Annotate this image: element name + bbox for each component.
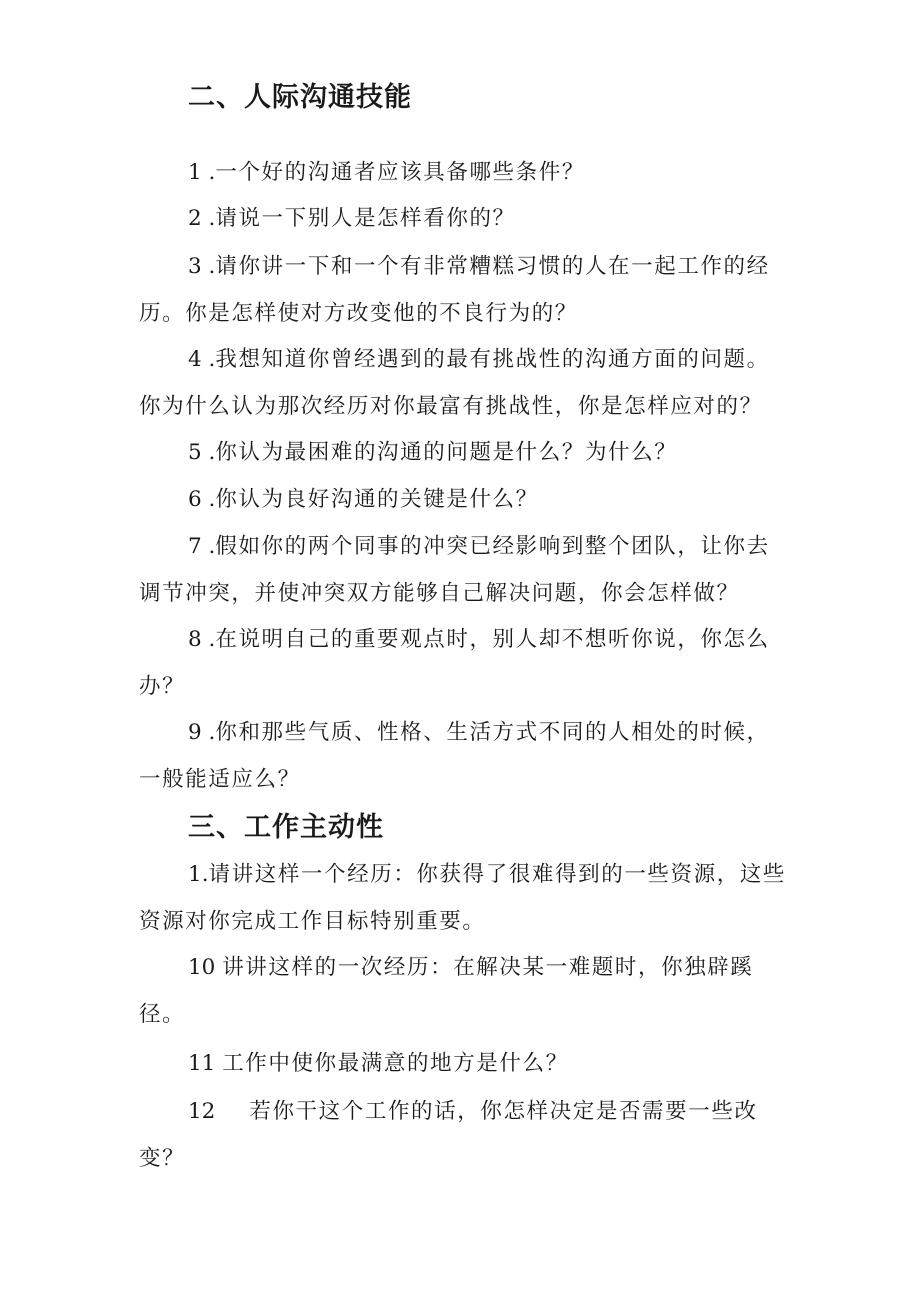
question-number: 4 [188, 347, 202, 372]
question-item [139, 476, 789, 523]
question-text: 工作中使你最满意的地方是什么？ [222, 1051, 569, 1076]
question-item [139, 851, 789, 945]
question-number: 3 [188, 254, 202, 279]
question-separator: . [201, 206, 216, 231]
question-item [139, 243, 789, 337]
question-separator: . [201, 347, 216, 372]
question-separator: . [201, 487, 216, 512]
question-number: 1 [188, 160, 202, 185]
question-separator: . [201, 254, 216, 279]
question-text: 你认为最困难的沟通的问题是什么？为什么？ [215, 440, 678, 465]
question-number: 8 [188, 627, 202, 652]
question-item [139, 429, 789, 476]
question-number: 12 [188, 1099, 216, 1124]
question-item [139, 149, 789, 196]
question-text: 讲讲这样的一次经历：在解决某一难题时，你独辟蹊径。 [139, 955, 754, 1027]
question-text: 请你讲一下和一个有非常糟糕习惯的人在一起工作的经历。你是怎样使对方改变他的不良行为的？ [139, 254, 770, 326]
question-item [139, 1088, 789, 1182]
question-text: 你和那些气质、性格、生活方式不同的人相处的时候，一般能适应么？ [139, 720, 770, 792]
question-text: 我想知道你曾经遇到的最有挑战性的沟通方面的问题。你为什么认为那次经历对你最富有挑战性，你是怎样应对的？ [139, 347, 770, 419]
question-text: 请讲这样一个经历：你获得了很难得到的一些资源，这些资源对你完成工作目标特别重要。 [139, 862, 787, 934]
question-item [139, 616, 789, 710]
question-number: 6 [188, 487, 202, 512]
question-text: 在说明自己的重要观点时，别人却不想听你说，你怎么办？ [139, 627, 770, 699]
question-text: 假如你的两个同事的冲突已经影响到整个团队，让你去调节冲突，并使冲突双方能够自己解决问题，你会怎样做？ [139, 534, 770, 606]
question-text: 你认为良好沟通的关键是什么？ [215, 487, 539, 512]
question-number: 7 [188, 534, 202, 559]
question-number: 1 [188, 862, 202, 887]
question-separator: . [201, 720, 216, 745]
question-number: 5 [188, 440, 202, 465]
question-number: 2 [188, 206, 202, 231]
question-separator: . [201, 440, 216, 465]
question-number: 9 [188, 720, 202, 745]
question-text: 请说一下别人是怎样看你的？ [215, 206, 516, 231]
question-number: 11 [188, 1051, 216, 1076]
question-item [139, 195, 789, 242]
question-item [139, 336, 789, 430]
question-separator: . [201, 534, 216, 559]
question-text: 一个好的沟通者应该具备哪些条件？ [215, 160, 585, 185]
question-separator: . [201, 627, 216, 652]
question-item [139, 709, 789, 803]
question-item [139, 523, 789, 617]
question-separator: . [201, 862, 209, 887]
question-item [139, 944, 789, 1038]
section-title-interpersonal-communication: 二、人际沟通技能 [188, 82, 412, 113]
question-number: 10 [188, 955, 216, 980]
question-separator: . [201, 160, 216, 185]
section-title-work-initiative: 三、工作主动性 [188, 812, 384, 843]
question-item [139, 1040, 789, 1087]
question-text: 若你干这个工作的话，你怎样决定是否需要一些改变？ [139, 1099, 758, 1171]
